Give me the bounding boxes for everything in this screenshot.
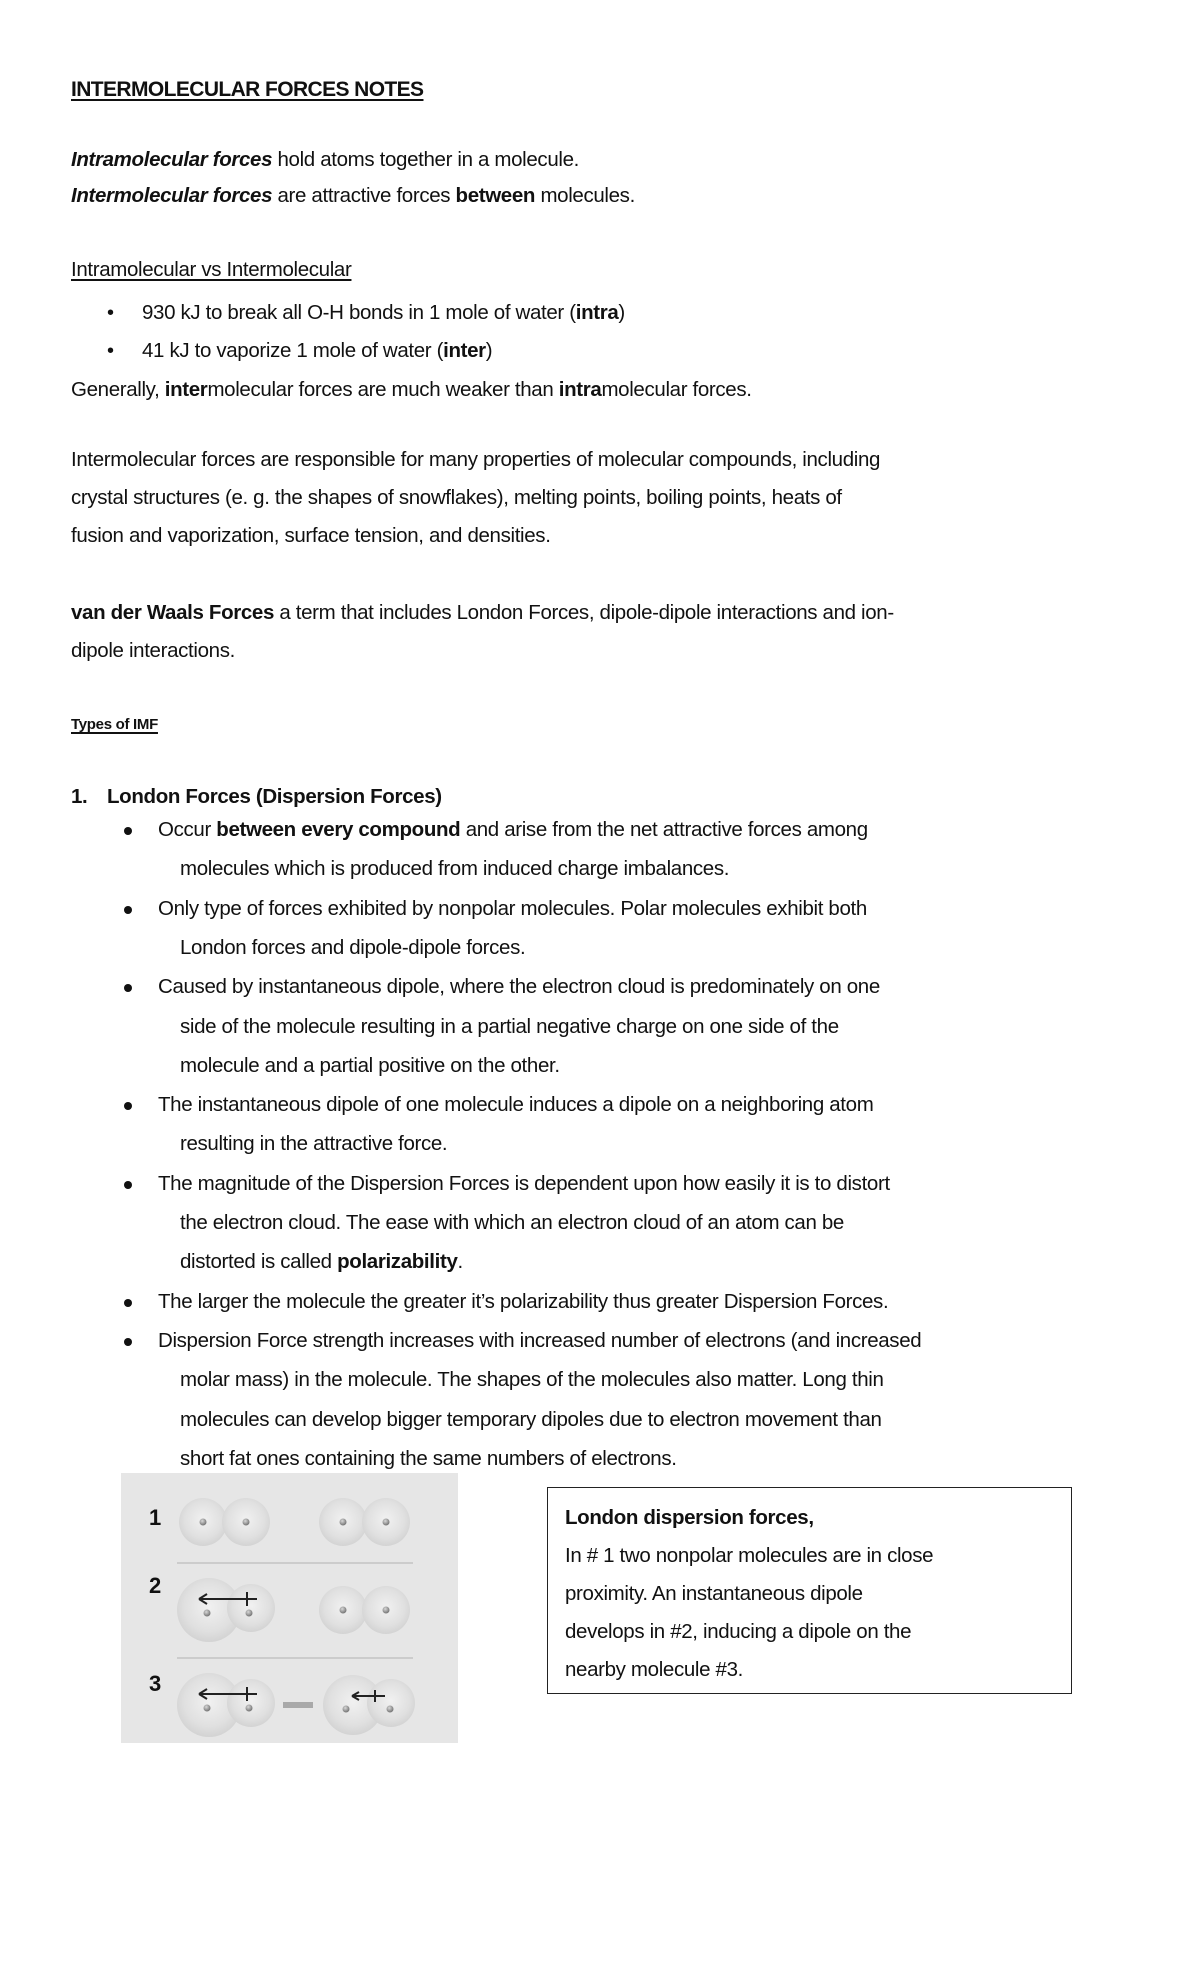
london-dispersion-diagram — [121, 1473, 458, 1743]
row-label-1: 1 — [149, 1505, 162, 1530]
page-title: INTERMOLECULAR FORCES NOTES — [71, 78, 424, 101]
properties-line: crystal structures (e. g. the shapes of snowflakes), melting points, boiling points, heats of — [71, 486, 842, 509]
comparison-heading: Intramolecular vs Intermolecular — [71, 258, 352, 281]
bullet-icon — [124, 1102, 132, 1110]
van-der-waals-continuation: dipole interactions. — [71, 639, 235, 662]
london-bullet-line: London forces and dipole-dipole forces. — [180, 935, 526, 959]
properties-line: Intermolecular forces are responsible for many properties of molecular compounds, including — [71, 448, 881, 471]
london-bullet-line: molecule and a partial positive on the other. — [180, 1053, 560, 1077]
london-bullet-line: resulting in the attractive force. — [180, 1132, 448, 1156]
london-bullet-line: The magnitude of the Dispersion Forces is dependent upon how easily it is to distort — [158, 1171, 890, 1195]
bullet-icon — [124, 1338, 132, 1346]
properties-line: fusion and vaporization, surface tension, and densities. — [71, 524, 551, 547]
row-label-3: 3 — [149, 1671, 162, 1696]
london-bullet-line: The instantaneous dipole of one molecule induces a dipole on a neighboring atom — [158, 1093, 874, 1117]
caption-line: proximity. An instantaneous dipole — [565, 1582, 863, 1605]
bullet-icon — [124, 984, 132, 992]
london-bullet-line: The larger the molecule the greater it’s polarizability thus greater Dispersion Forces. — [158, 1289, 889, 1313]
comparison-summary: Generally, intermolecular forces are much weaker than intramolecular forces. — [71, 378, 752, 401]
attraction-bar — [283, 1702, 313, 1708]
caption-line: develops in #2, inducing a dipole on the — [565, 1620, 912, 1643]
london-bullet-line: molecules can develop bigger temporary dipoles due to electron movement than — [180, 1407, 882, 1431]
definition-intramolecular — [71, 150, 579, 171]
london-bullet-line: short fat ones containing the same numbers of electrons. — [180, 1446, 677, 1470]
definition-text: are attractive forces — [272, 184, 456, 207]
term-intramolecular: Intramolecular forces — [71, 148, 273, 171]
london-bullet-line: the electron cloud. The ease with which an electron cloud of an atom can be — [180, 1211, 844, 1234]
london-bullet-line: molecules which is produced from induced charge imbalances. — [180, 857, 730, 881]
london-bullet-line: side of the molecule resulting in a partial negative charge on one side of the — [180, 1014, 839, 1038]
london-bullet-line: Only type of forces exhibited by nonpolar molecules. Polar molecules exhibit both — [158, 896, 867, 920]
bullet-icon: • — [107, 340, 115, 362]
london-number: 1. — [71, 785, 88, 808]
row-label-2: 2 — [149, 1573, 162, 1598]
caption-line: nearby molecule #3. — [565, 1658, 743, 1681]
bullet-icon: • — [107, 302, 115, 324]
comparison-bullet: 41 kJ to vaporize 1 mole of water (inter) — [142, 339, 493, 362]
term-van-der-waals: van der Waals Forces — [71, 601, 275, 624]
caption-box — [547, 1487, 1072, 1694]
bullet-icon — [124, 827, 132, 835]
bullet-icon — [124, 1181, 132, 1189]
caption-line: In # 1 two nonpolar molecules are in close — [565, 1544, 934, 1567]
london-bullet-line: distorted is called polarizability. — [180, 1250, 463, 1274]
definition-intermolecular — [71, 186, 635, 207]
molecule-diagram-svg — [121, 1473, 458, 1743]
london-bullet-line: Caused by instantaneous dipole, where the electron cloud is predominately on one — [158, 975, 880, 999]
definition-text: molecules. — [535, 184, 635, 207]
bullet-icon — [124, 1299, 132, 1307]
london-bullet-line: molar mass) in the molecule. The shapes of the molecules also matter. Long thin — [180, 1368, 884, 1392]
london-bullet-line: Occur between every compound and arise from the net attractive forces among — [158, 818, 868, 841]
london-heading: London Forces (Dispersion Forces) — [107, 785, 442, 808]
van-der-waals-definition: van der Waals Forces a term that includes London Forces, dipole-dipole interactions and ion- — [71, 601, 894, 624]
term-intermolecular: Intermolecular forces — [71, 184, 273, 207]
caption-heading: London dispersion forces, — [565, 1506, 814, 1529]
emphasis-between: between — [455, 184, 536, 207]
bullet-icon — [124, 906, 132, 914]
definition-text: hold atoms together in a molecule. — [272, 148, 579, 171]
comparison-bullet: 930 kJ to break all O-H bonds in 1 mole of water (intra) — [142, 301, 625, 324]
types-heading: Types of IMF — [71, 716, 158, 733]
london-bullet-line: Dispersion Force strength increases with increased number of electrons (and increased — [158, 1328, 922, 1352]
